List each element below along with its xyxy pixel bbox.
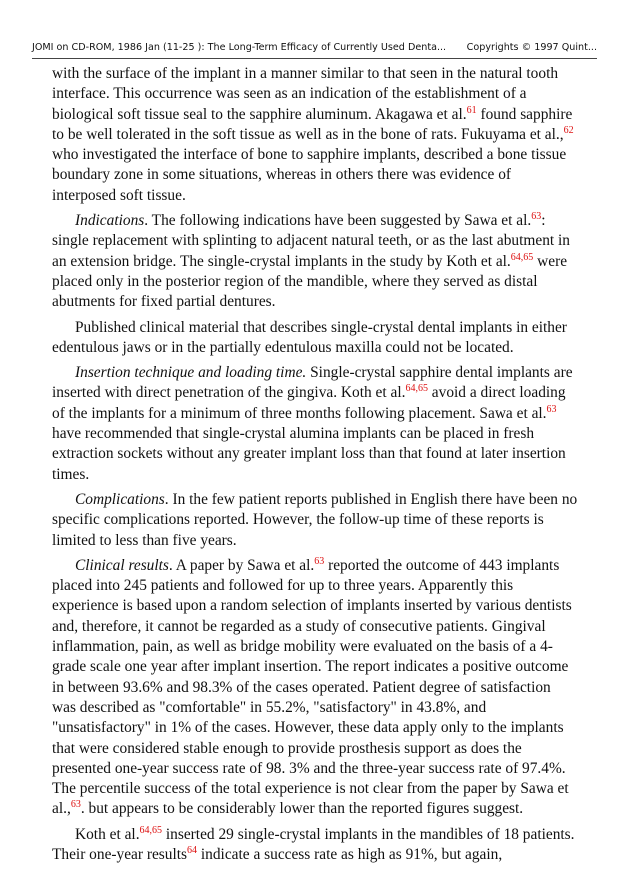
text-run: who investigated the interface of bone to sapphire implants, described a bone tissue boundary zone in some situations, whereas in others there was evidence of interposed soft tissue. [52,146,567,204]
text-run: . A paper by Sawa et al. [168,556,315,574]
text-run: : single replacement with splinting to adjacent natural teeth, or as the last abutment in an extension bridge. The single-crystal implants in the study by Koth et al. [52,212,570,270]
citation-ref[interactable]: 63 [70,799,81,811]
paragraph-indications [52,211,578,312]
citation-ref[interactable]: 64,65 [405,383,428,395]
text-run: found sapphire to be well tolerated in the soft tissue as well as in the bone of rats. Fukuyama et al., [52,105,573,143]
paragraph [52,64,578,206]
text-run: . In the few patient reports published in English there have been no specific complications reported. However, the follow-up time of these reports is limited to less than five years. [52,490,578,549]
text-run: avoid a direct loading of the implants for a minimum of three months following placement. Sawa et al. [52,384,566,422]
text-run: . The following indications have been suggested by Sawa et al. [144,212,532,230]
citation-ref[interactable]: 63 [531,210,542,222]
section-heading: Clinical results [75,556,169,574]
header-title: JOMI on CD-ROM, 1986 Jan (11-25 ): The Long-Term Efficacy of Currently Used Denta... [32,42,447,53]
text-run: with the surface of the implant in a manner similar to that seen in the natural tooth interface. This occurrence was seen as an indication of the establishment of a biological soft tissue seal to the sapphire aluminum. Akagawa et al. [52,65,559,123]
citation-ref[interactable]: 63 [546,403,557,415]
text-run: were placed only in the posterior region of the mandible, where they served as distal abutments for fixed partial dentures. [52,252,568,311]
section-heading: Indications [75,212,145,230]
text-run: reported the outcome of 443 implants placed into 245 patients and followed for up to three years. Apparently this experience is based upon a random selection of implants inserted by various dentists and, therefore, it cannot be regarded as a study of consecutive patients. Gingival inflammation, pain, as well as bridge mobility were evaluated on the basis of a 4-grade scale one year after implant insertion. The report indicates a positive outcome in between 93.6% and 98.3% of the cases operated. Patient degree of satisfaction was described as "comfortable" in 55.2%, "satisfactory" in 43.8%, and "unsatisfactory" in 1% of the cases. However, these data apply only to the implants that were considered stable enough to provide prosthesis support as does the presented one-year success rate of 98. 3% and the three-year success rate of 97.4%. The percentile success of the total experience is not clear from the paper by Sawa et al., [52,556,572,818]
page-header [32,40,597,58]
header-divider [32,58,597,59]
section-heading: Complications [75,490,165,508]
citation-ref[interactable]: 64,65 [510,251,534,263]
text-run: Koth et al. [75,825,140,843]
article-body [52,64,578,870]
text-run: Published clinical material that describes single-crystal dental implants in either edentulous jaws or in the partially edentulous maxilla could not be located. [52,318,567,356]
citation-ref[interactable]: 64,65 [139,824,163,836]
header-copyright: Copyrights © 1997 Quint... [466,42,597,53]
citation-ref[interactable]: 61 [466,104,477,116]
citation-ref[interactable]: 62 [563,124,574,136]
citation-ref[interactable]: 64 [187,844,198,856]
citation-ref[interactable]: 63 [314,555,325,567]
text-run: Single-crystal sapphire dental implants are inserted with direct penetration of the gingiva. Koth et al. [52,364,573,402]
paragraph-insertion [52,363,578,485]
paragraph-clinical-results [52,556,578,820]
paragraph-complications [52,490,578,551]
paragraph [52,318,578,359]
text-run: . but appears to be considerably lower than the reported figures suggest. [80,800,524,818]
text-run: have recommended that single-crystal alumina implants can be placed in fresh extraction sockets without any greater implant loss than that found at later insertion times. [52,425,566,483]
paragraph [52,825,578,866]
section-heading: Insertion technique and loading time. [75,364,307,382]
text-run: indicate a success rate as high as 91%, but again, [197,845,503,863]
text-run: inserted 29 single-crystal implants in the mandibles of 18 patients. Their one-year results [52,825,575,863]
